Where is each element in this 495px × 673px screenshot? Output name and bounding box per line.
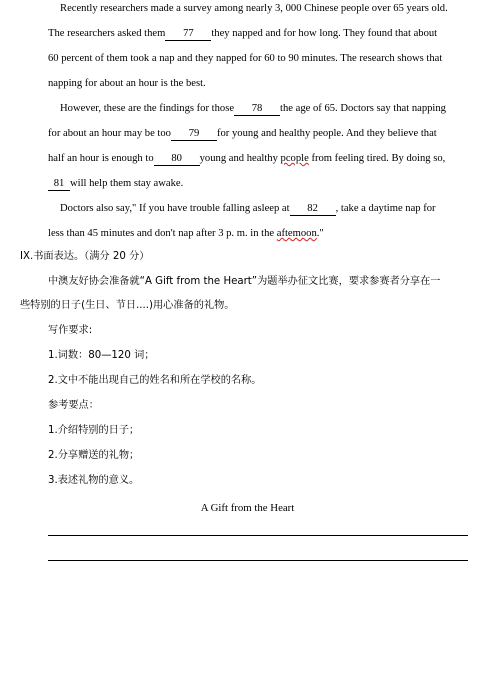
passage-line-4 xyxy=(48,77,206,91)
requirement-2: 2.文中不能出现自己的姓名和所在学校的名称。 xyxy=(48,375,262,386)
passage-line-8 xyxy=(48,177,183,191)
passage-text: 60 percent of them took a nap and they napped for 60 to 90 minutes. The research shows that xyxy=(48,53,443,64)
passage-text: young and healthy xyxy=(199,153,281,164)
passage-text: , take a daytime nap for xyxy=(335,203,436,214)
passage-text: napping for about an hour is the best. xyxy=(48,78,206,89)
writing-line-2[interactable] xyxy=(48,560,468,561)
passage-text: they napped and for how long. They found that about xyxy=(211,28,438,39)
passage-text: for about an hour may be too xyxy=(48,128,171,139)
requirement-1: 1.词数：80—120 词； xyxy=(48,350,155,361)
writing-line-1[interactable] xyxy=(48,535,468,536)
passage-text: Doctors also say," If you have trouble falling asleep at xyxy=(60,203,290,214)
reference-point-2: 2.分享赠送的礼物； xyxy=(48,450,140,461)
reference-point-1: 1.介绍特别的日子； xyxy=(48,425,140,436)
passage-line-7 xyxy=(48,152,445,166)
section-heading: IX.书面表达。（满分 20 分） xyxy=(20,251,150,262)
passage-text: However, these are the findings for those xyxy=(60,103,235,114)
passage-line-10 xyxy=(48,227,324,241)
answer-blank-80[interactable]: 80 xyxy=(154,153,200,166)
reference-points-title: 参考要点： xyxy=(48,400,99,411)
answer-blank-82[interactable]: 82 xyxy=(290,203,336,216)
answer-blank-77[interactable]: 77 xyxy=(165,28,211,41)
passage-text: half an hour is enough to xyxy=(48,153,154,164)
passage-text: ." xyxy=(316,228,324,239)
reference-point-3: 3.表述礼物的意义。 xyxy=(48,475,140,486)
spellcheck-flagged-word: aftemoon xyxy=(276,228,317,239)
passage-text: the age of 65. Doctors say that napping xyxy=(280,103,446,114)
passage-line-5 xyxy=(60,102,446,116)
passage-text: less than 45 minutes and don't nap after 3 p. m. in the xyxy=(48,228,277,239)
writing-intro-line-2: 些特别的日子(生日、节日....)用心准备的礼物。 xyxy=(20,300,235,311)
answer-blank-79[interactable]: 79 xyxy=(171,128,217,141)
passage-line-3 xyxy=(48,52,442,66)
passage-text: The researchers asked them xyxy=(48,28,166,39)
passage-line-2 xyxy=(48,27,437,41)
passage-line-6 xyxy=(48,127,437,141)
passage-text: for young and healthy people. And they believe that xyxy=(216,128,437,139)
spellcheck-flagged-word: pcople xyxy=(280,153,309,164)
essay-title: A Gift from the Heart xyxy=(200,502,295,514)
requirements-title: 写作要求: xyxy=(48,325,93,336)
passage-line-9 xyxy=(60,202,436,216)
answer-blank-78[interactable]: 78 xyxy=(234,103,280,116)
answer-blank-81[interactable]: 81 xyxy=(48,178,70,191)
passage-text: Recently researchers made a survey among nearly 3, 000 Chinese people over 65 years old. xyxy=(60,3,448,14)
passage-text: from feeling tired. By doing so, xyxy=(308,153,446,164)
passage-text: will help them stay awake. xyxy=(70,178,184,189)
passage-line-1 xyxy=(60,2,448,16)
writing-intro-line-1: 中澳友好协会准备就“A Gift from the Heart”为题举办征文比赛，要求参赛者分享在一 xyxy=(48,276,441,287)
